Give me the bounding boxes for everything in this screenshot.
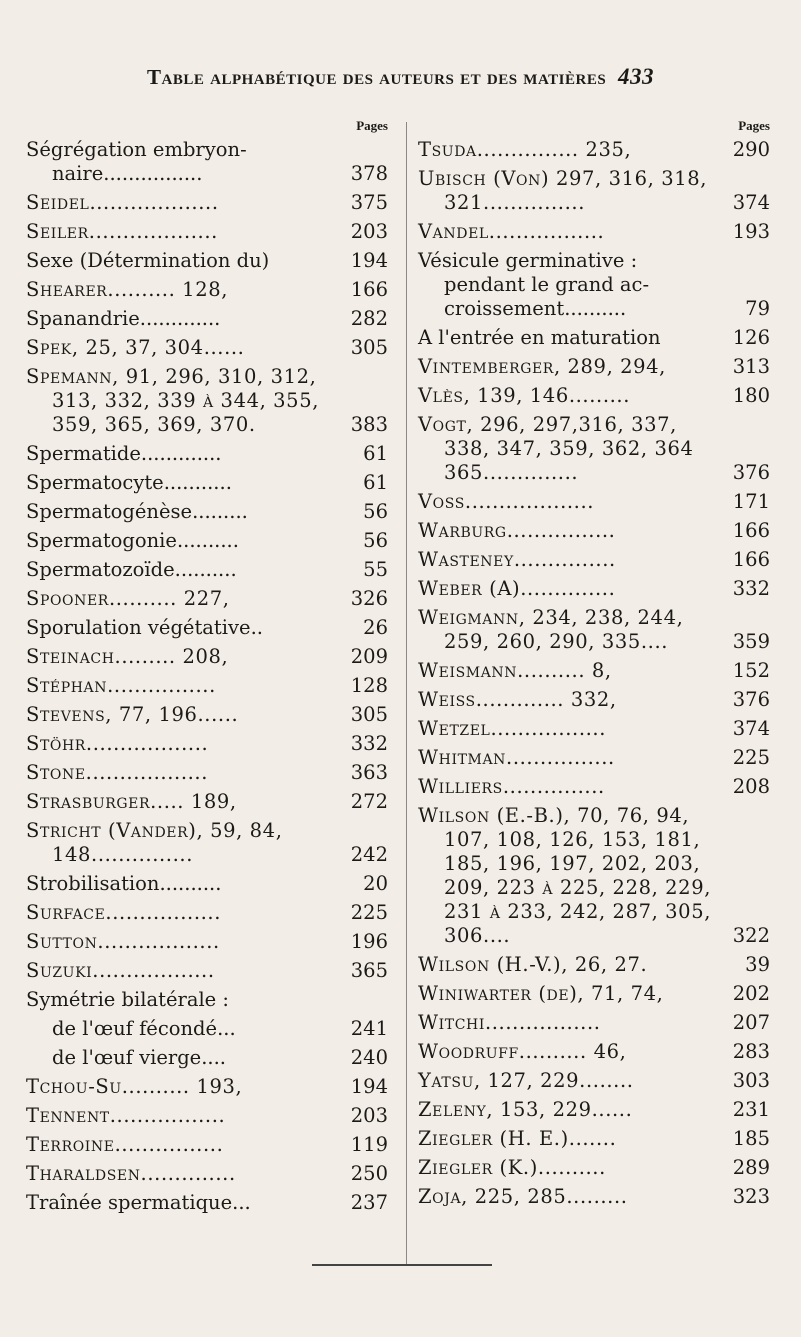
index-entry — [418, 1011, 770, 1035]
index-entry — [26, 500, 388, 524]
entry-text: Ubisch (Von) 297, 316, 318, 321............... — [418, 167, 708, 214]
entry-text: de l'œuf vierge.... — [52, 1046, 227, 1069]
entry-text: Tchou-Su.......... 193, — [26, 1075, 243, 1098]
entry-text: Weigmann, 234, 238, 244, 259, 260, 290, 335.... — [418, 606, 684, 653]
entry-text: Stricht (Vander), 59, 84, 148............... — [26, 819, 283, 866]
entry-text: Seiler................... — [26, 220, 218, 243]
entry-text: Seidel................... — [26, 191, 219, 214]
entry-text: Weiss............. 332, — [418, 688, 617, 711]
entry-text: Vandel................. — [418, 220, 605, 243]
entry-text: Williers............... — [418, 775, 605, 798]
entry-page: 55 — [363, 558, 388, 581]
entry-text: Ségrégation embryon-naire................ — [26, 138, 247, 185]
index-entry — [26, 336, 388, 360]
entry-text: Suzuki.................. — [26, 959, 215, 982]
entry-text: Tennent................. — [26, 1104, 226, 1127]
entry-text: Yatsu, 127, 229........ — [418, 1069, 634, 1092]
index-entry — [418, 490, 770, 514]
index-entry — [418, 659, 770, 683]
entry-page: 240 — [350, 1046, 388, 1069]
index-entry — [418, 326, 770, 350]
entry-page: 376 — [732, 688, 770, 711]
entry-text: Vintemberger, 289, 294, — [418, 355, 666, 378]
entry-page: 272 — [350, 790, 388, 813]
pages-label-left: Pages — [356, 118, 388, 133]
entry-text: Strobilisation.......... — [26, 872, 222, 895]
entry-page: 231 — [732, 1098, 770, 1121]
entry-text: Surface................. — [26, 901, 222, 924]
index-entry — [418, 606, 770, 654]
entry-page: 303 — [732, 1069, 770, 1092]
index-entry — [26, 674, 388, 698]
entry-page: 26 — [363, 616, 388, 639]
index-entry — [26, 930, 388, 954]
index-entry — [26, 249, 388, 273]
index-entry — [26, 790, 388, 814]
entry-page: 79 — [745, 297, 770, 320]
entry-page: 207 — [732, 1011, 770, 1034]
entry-page: 374 — [732, 717, 770, 740]
entry-page: 378 — [350, 162, 388, 185]
index-entry — [418, 1069, 770, 1093]
index-entry — [26, 819, 388, 867]
entry-text: A l'entrée en maturation — [418, 326, 661, 349]
entry-text: Spermatozoïde.......... — [26, 558, 237, 581]
index-entry — [26, 1104, 388, 1128]
index-entry — [418, 953, 770, 977]
entry-page: 282 — [350, 307, 388, 330]
index-entry — [418, 220, 770, 244]
entry-page: 208 — [732, 775, 770, 798]
index-entry — [26, 558, 388, 582]
entry-text: Wilson (H.-V.), 26, 27. — [418, 953, 648, 976]
entry-page: 171 — [732, 490, 770, 513]
index-entry — [26, 220, 388, 244]
page-number: 433 — [617, 64, 654, 89]
index-entry — [26, 1133, 388, 1157]
index-entry — [26, 901, 388, 925]
entry-page: 225 — [732, 746, 770, 769]
entry-page: 56 — [363, 529, 388, 552]
index-entry — [26, 616, 388, 640]
entry-text: Sexe (Détermination du) — [26, 249, 270, 272]
index-column-left — [26, 118, 388, 1220]
header-title: Table alphabétique des auteurs et des matières — [147, 65, 607, 89]
entry-page: 20 — [363, 872, 388, 895]
entry-text: Tsuda............... 235, — [418, 138, 632, 161]
entry-text: Winiwarter (de), 71, 74, — [418, 982, 664, 1005]
entry-page: 241 — [350, 1017, 388, 1040]
index-entry — [26, 703, 388, 727]
entry-text: Spermatocyte........... — [26, 471, 232, 494]
entry-page: 363 — [350, 761, 388, 784]
entry-page: 283 — [732, 1040, 770, 1063]
index-entry — [418, 1156, 770, 1180]
entry-text: Ziegler (H. E.)....... — [418, 1127, 617, 1150]
index-entry — [26, 1191, 388, 1215]
entry-text: de l'œuf fécondé... — [52, 1017, 236, 1040]
entry-text: Wasteney............... — [418, 548, 616, 571]
entry-text: Wilson (E.-B.), 70, 76, 94, 107, 108, 126, 153, 181, 185, 196, 197, 202, 203, 209, 223 à 225, 228, 229, 231 à 233, 242, 287, 305, 306.... — [418, 804, 711, 947]
entry-page: 242 — [350, 843, 388, 866]
entry-page: 305 — [350, 336, 388, 359]
entry-text: Spek, 25, 37, 304...... — [26, 336, 245, 359]
entry-page: 322 — [732, 924, 770, 947]
entry-page: 61 — [363, 442, 388, 465]
entry-page: 126 — [732, 326, 770, 349]
entry-text: Witchi................. — [418, 1011, 601, 1034]
entry-text: Stéphan................ — [26, 674, 216, 697]
entry-page: 185 — [732, 1127, 770, 1150]
entry-text: Vésicule germinative : pendant le grand ac-croissement.......... — [418, 249, 650, 320]
entry-page: 203 — [350, 1104, 388, 1127]
index-entry — [26, 872, 388, 896]
entry-page: 365 — [350, 959, 388, 982]
entry-page: 196 — [350, 930, 388, 953]
entry-page: 359 — [732, 630, 770, 653]
entry-text: Spermatogénèse......... — [26, 500, 248, 523]
entry-text: Stone.................. — [26, 761, 209, 784]
entry-page: 194 — [350, 1075, 388, 1098]
index-entry — [26, 645, 388, 669]
entry-page: 237 — [350, 1191, 388, 1214]
entry-page: 323 — [732, 1185, 770, 1208]
index-entry — [26, 1046, 388, 1070]
index-entry — [418, 804, 770, 948]
entry-page: 383 — [350, 413, 388, 436]
entry-text: Sutton.................. — [26, 930, 220, 953]
entry-page: 326 — [350, 587, 388, 610]
entry-text: Voss................... — [418, 490, 595, 513]
entry-page: 194 — [350, 249, 388, 272]
index-column-right — [418, 118, 770, 1214]
entry-text: Terroine................ — [26, 1133, 224, 1156]
index-entry — [26, 761, 388, 785]
index-entry — [26, 1162, 388, 1186]
index-entry — [26, 1017, 388, 1041]
index-entry — [26, 959, 388, 983]
bottom-rule — [312, 1264, 492, 1266]
index-entry — [418, 384, 770, 408]
entry-text: Zoja, 225, 285......... — [418, 1185, 628, 1208]
entry-text: Wetzel................. — [418, 717, 607, 740]
index-entry — [418, 717, 770, 741]
index-entry — [418, 548, 770, 572]
entry-text: Vlès, 139, 146......... — [418, 384, 631, 407]
index-entry — [26, 278, 388, 302]
index-entry — [418, 1040, 770, 1064]
entry-text: Stevens, 77, 196...... — [26, 703, 239, 726]
index-entry — [26, 1075, 388, 1099]
entry-page: 166 — [350, 278, 388, 301]
index-entry — [26, 365, 388, 437]
index-entry — [418, 775, 770, 799]
entry-text: Weber (A).............. — [418, 577, 616, 600]
entry-text: Tharaldsen.............. — [26, 1162, 236, 1185]
index-entry — [26, 988, 388, 1012]
index-entry — [26, 307, 388, 331]
index-entry — [418, 249, 770, 321]
entry-text: Vogt, 296, 297,316, 337, 338, 347, 359, 362, 364 365.............. — [418, 413, 694, 484]
entry-text: Woodruff.......... 46, — [418, 1040, 627, 1063]
entry-page: 202 — [732, 982, 770, 1005]
entry-text: Spanandrie............. — [26, 307, 221, 330]
entry-page: 128 — [350, 674, 388, 697]
index-entry — [418, 138, 770, 162]
entry-page: 332 — [732, 577, 770, 600]
entry-text: Stöhr.................. — [26, 732, 209, 755]
entry-page: 56 — [363, 500, 388, 523]
index-entry — [26, 732, 388, 756]
pages-label-right: Pages — [738, 118, 770, 133]
index-entry — [26, 138, 388, 186]
entry-page: 180 — [732, 384, 770, 407]
entry-page: 193 — [732, 220, 770, 243]
entry-page: 376 — [732, 461, 770, 484]
index-entry — [26, 587, 388, 611]
entry-text: Spermatogonie.......... — [26, 529, 239, 552]
entry-page: 61 — [363, 471, 388, 494]
entry-text: Symétrie bilatérale : — [26, 988, 229, 1011]
index-entry — [26, 191, 388, 215]
entry-text: Ziegler (K.).......... — [418, 1156, 606, 1179]
entry-text: Spooner.......... 227, — [26, 587, 230, 610]
index-entry — [418, 413, 770, 485]
entry-page: 119 — [350, 1133, 388, 1156]
index-entry — [418, 1185, 770, 1209]
index-entry — [26, 442, 388, 466]
entry-page: 289 — [732, 1156, 770, 1179]
entry-page: 166 — [732, 548, 770, 571]
index-entry — [418, 982, 770, 1006]
entry-page: 375 — [350, 191, 388, 214]
column-divider — [406, 122, 407, 1264]
index-entry — [418, 1127, 770, 1151]
entry-text: Zeleny, 153, 229...... — [418, 1098, 633, 1121]
entry-page: 209 — [350, 645, 388, 668]
index-entry — [418, 355, 770, 379]
index-entry — [26, 529, 388, 553]
index-entry — [418, 688, 770, 712]
entry-text: Warburg................ — [418, 519, 616, 542]
index-list-right — [418, 138, 770, 1209]
entry-page: 225 — [350, 901, 388, 924]
index-entry — [26, 471, 388, 495]
index-entry — [418, 519, 770, 543]
entry-text: Whitman................ — [418, 746, 615, 769]
entry-text: Traînée spermatique... — [26, 1191, 251, 1214]
entry-text: Shearer.......... 128, — [26, 278, 229, 301]
entry-page: 313 — [732, 355, 770, 378]
entry-page: 290 — [732, 138, 770, 161]
entry-text: Spemann, 91, 296, 310, 312, 313, 332, 339 à 344, 355, 359, 365, 369, 370. — [26, 365, 319, 436]
entry-page: 39 — [745, 953, 770, 976]
entry-page: 374 — [732, 191, 770, 214]
entry-page: 250 — [350, 1162, 388, 1185]
entry-text: Spermatide............. — [26, 442, 222, 465]
entry-text: Strasburger..... 189, — [26, 790, 237, 813]
entry-page: 305 — [350, 703, 388, 726]
entry-page: 152 — [732, 659, 770, 682]
entry-page: 166 — [732, 519, 770, 542]
index-entry — [418, 1098, 770, 1122]
index-entry — [418, 577, 770, 601]
entry-text: Steinach......... 208, — [26, 645, 229, 668]
index-entry — [418, 746, 770, 770]
entry-page: 332 — [350, 732, 388, 755]
entry-text: Weismann.......... 8, — [418, 659, 612, 682]
entry-page: 203 — [350, 220, 388, 243]
entry-text: Sporulation végétative.. — [26, 616, 263, 639]
index-entry — [418, 167, 770, 215]
page-header — [0, 64, 801, 90]
index-list-left — [26, 138, 388, 1215]
